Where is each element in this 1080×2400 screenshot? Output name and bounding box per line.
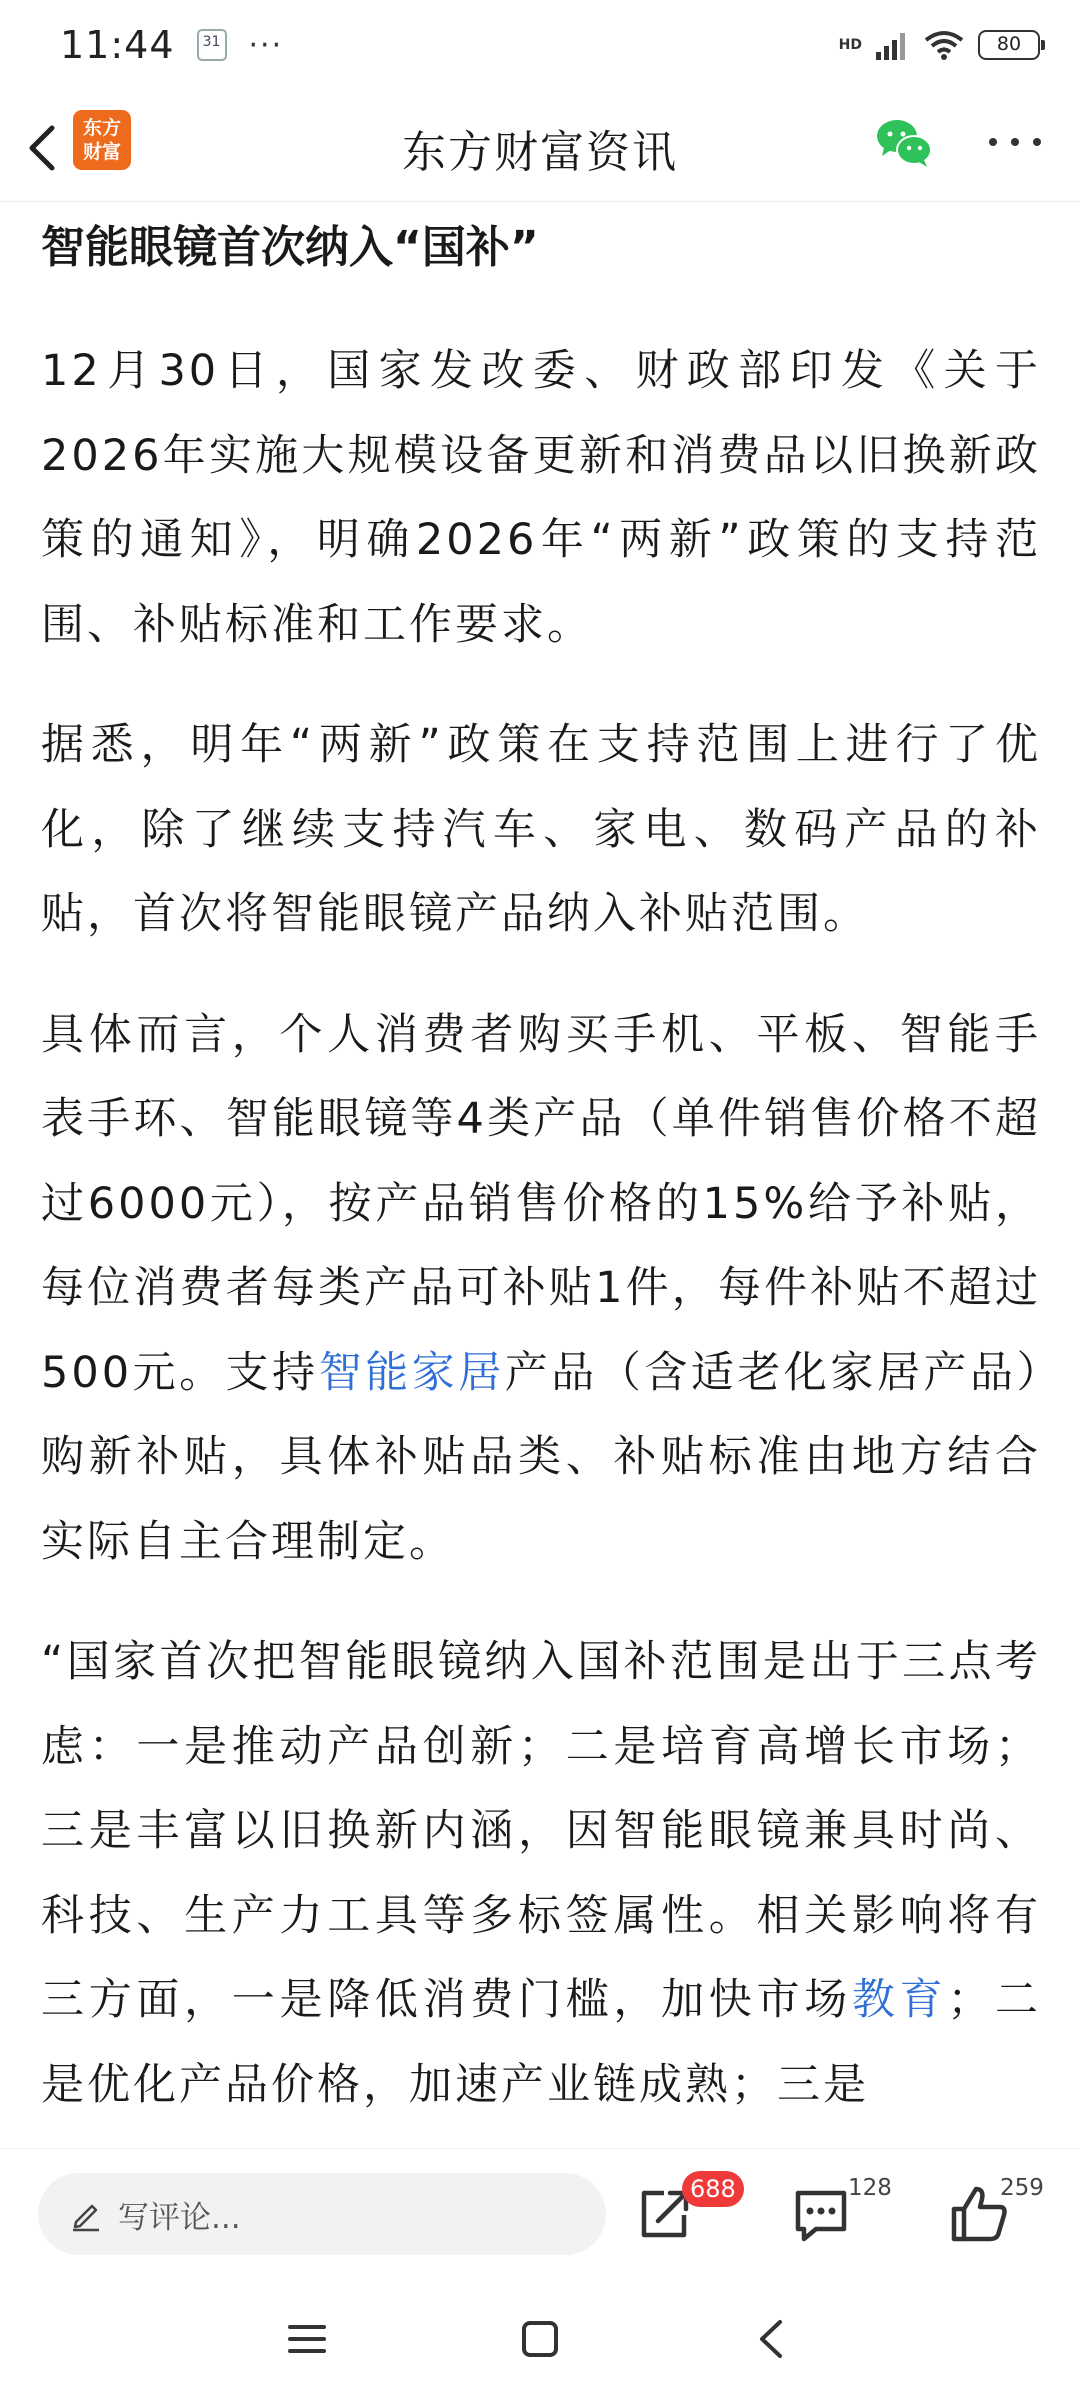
wechat-share-icon[interactable] [874,116,934,170]
hd-network-label: HD [838,37,862,53]
status-right [839,30,1040,60]
battery-level: 80 [996,33,1022,55]
comment-placeholder: 写评论... [118,2199,241,2236]
paragraph-4 [41,1620,1041,2127]
more-options-icon[interactable] [985,132,1045,152]
comment-count: 128 [848,2175,892,2201]
comment-input[interactable] [38,2173,606,2255]
logo-text-line1: 东方 [82,117,121,139]
home-icon[interactable] [515,2314,565,2364]
more-notifications-icon: ··· [248,27,284,63]
status-left [60,23,283,67]
link-smart-home[interactable]: 智能家居 [318,1347,505,1398]
status-bar [0,0,1080,90]
pencil-icon [68,2196,104,2232]
comment-icon[interactable] [786,2179,856,2249]
article-title: 智能眼镜首次纳入“国补” [41,222,539,273]
bottom-action-bar [0,2148,1080,2278]
recent-apps-icon[interactable] [282,2314,332,2364]
paragraph-3 [41,993,1041,1585]
like-count: 259 [1000,2175,1044,2201]
battery-icon [978,30,1040,60]
app-header [0,92,1080,202]
calendar-notification-icon: 31 [197,29,227,61]
status-time: 11:44 [60,23,175,67]
paragraph-3-text-before: 具体而言，个人消费者购买手机、平板、智能手表手环、智能眼镜等4类产品（单件销售价格不超过6000元），按产品销售价格的15%给予补贴，每位消费者每类产品可补贴1件，每件补贴不超过500元。支持 [41,1009,1041,1398]
paragraph-3-text-after: 产品（含适老化家居产品）购新补贴，具体补贴品类、补贴标准由地方结合实际自主合理制定。 [41,1347,1042,1567]
logo-text-line2: 财富 [82,141,121,163]
link-education[interactable]: 教育 [851,1975,948,2025]
share-count-badge: 688 [682,2171,744,2207]
nav-back-icon[interactable] [748,2314,798,2364]
paragraph-4-text-after: ；二是优化产品价格，加速产业链成熟；三是 [41,1975,1042,2110]
page-title: 东方财富资讯 [402,127,678,178]
paragraph-4-text-before: “国家首次把智能眼镜纳入国补范围是出于三点考虑：一是推动产品创新；二是培育高增长市场；三是丰富以旧换新内涵，因智能眼镜兼具时尚、科技、生产力工具等多标签属性。相关影响将有三方面，一是降低消费门槛，加快市场 [41,1637,1041,2025]
article-content [41,203,1041,2127]
system-nav-bar [0,2278,1080,2400]
paragraph-1: 12月30日，国家发改委、财政部印发《关于2026年实施大规模设备更新和消费品以旧换新政策的通知》，明确2026年“两新”政策的支持范围、补贴标准和工作要求。 [41,346,1041,650]
wifi-icon [924,30,964,60]
signal-icon [876,30,910,60]
paragraph-2: 据悉，明年“两新”政策在支持范围上进行了优化，除了继续支持汽车、家电、数码产品的补贴，首次将智能眼镜产品纳入补贴范围。 [41,720,1041,939]
